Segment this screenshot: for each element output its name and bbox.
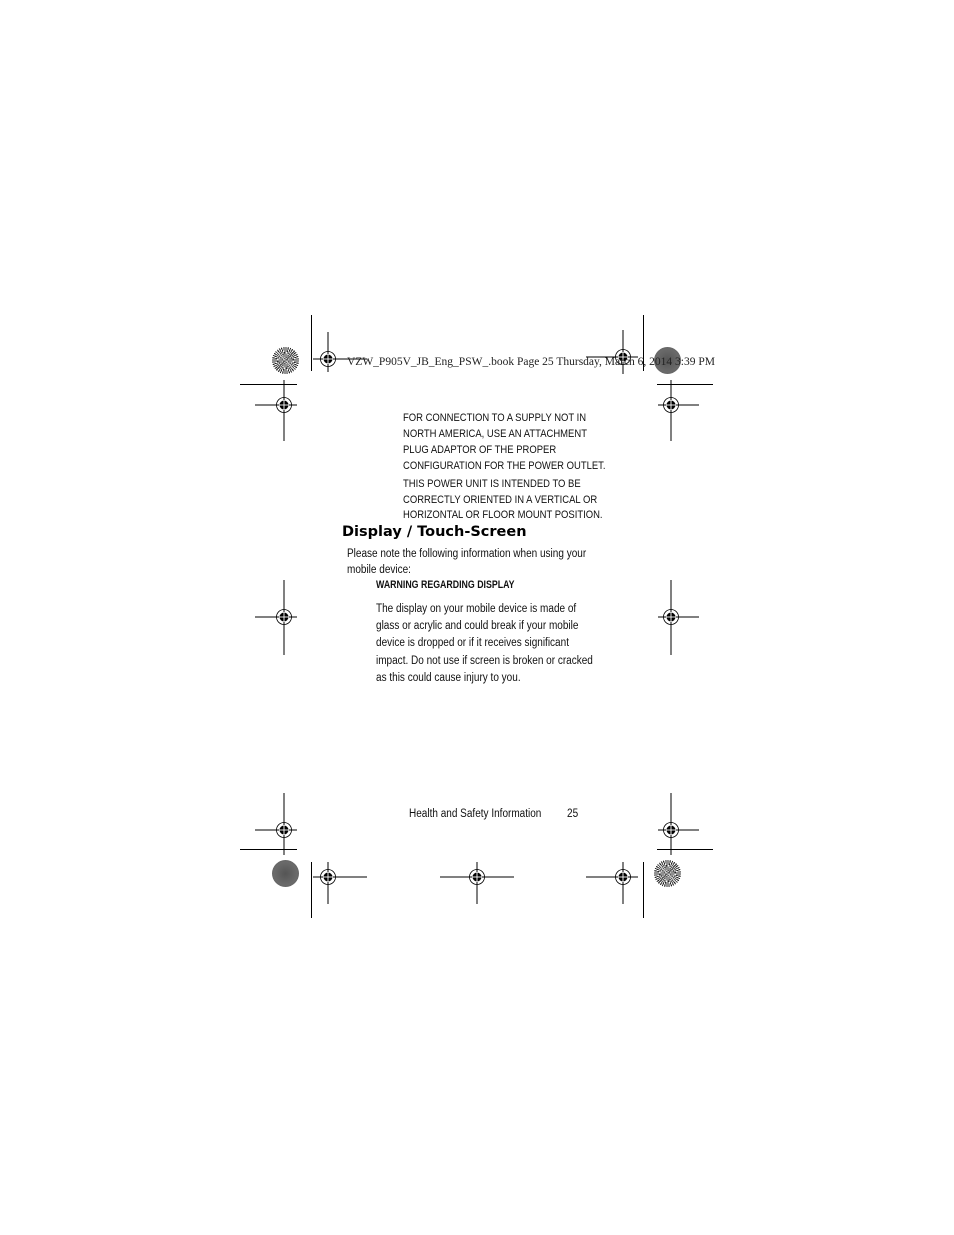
registration-mark-icon [313,850,369,911]
notice-line: HORIZONTAL OR FLOOR MOUNT POSITION. [403,509,603,521]
section-heading: Display / Touch-Screen [342,524,527,540]
notice-line: PLUG ADAPTOR OF THE PROPER [403,444,557,456]
registration-mark-icon [586,850,642,911]
warning-line: as this could cause injury to you. [376,671,521,684]
print-slug: VZW_P905V_JB_Eng_PSW_.book Page 25 Thursday, March 6, 2014 3:39 PM [347,356,715,368]
registration-mark-icon [255,368,315,449]
warning-line: glass or acrylic and could break if your mobile [376,620,579,633]
intro-line: mobile device: [347,564,411,576]
notice-line: CONFIGURATION FOR THE POWER OUTLET. [403,460,606,472]
footer-chapter-title: Health and Safety Information [409,808,542,820]
notice-line: FOR CONNECTION TO A SUPPLY NOT IN [403,412,587,424]
intro-line: Please note the following information when using your [347,548,587,560]
registration-mark-icon [255,580,315,661]
warning-heading: WARNING REGARDING DISPLAY [376,579,515,591]
warning-paragraph [376,601,593,687]
notice-line: THIS POWER UNIT IS INTENDED TO BE [403,478,581,490]
registration-mark-icon [255,793,315,874]
registration-mark-icon [642,793,702,874]
warning-line: impact. Do not use if screen is broken or cracked [376,654,593,667]
registration-mark-icon [642,368,702,449]
registration-mark-icon [440,850,516,911]
registration-mark-icon [642,580,702,661]
warning-line: The display on your mobile device is made of [376,603,577,615]
notice-line: NORTH AMERICA, USE AN ATTACHMENT [403,428,587,440]
page-number: 25 [567,808,579,820]
notice-line: CORRECTLY ORIENTED IN A VERTICAL OR [403,494,598,506]
intro-paragraph [347,546,586,578]
warning-line: device is dropped or if it receives significant [376,637,569,650]
crop-mark-top-left-vertical [311,315,312,371]
